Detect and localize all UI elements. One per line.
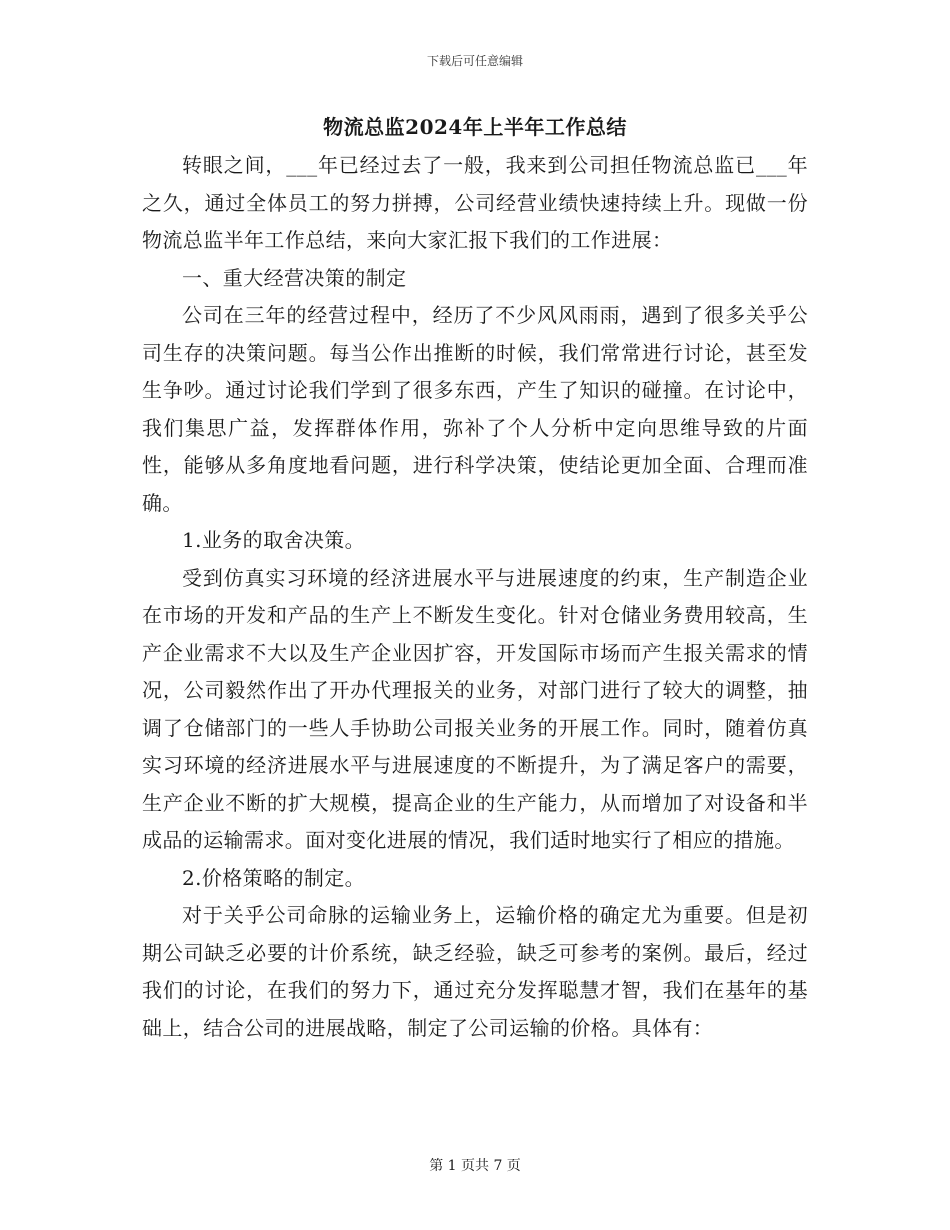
page-header-note: 下载后可任意编辑 [426,54,523,68]
paragraph-pricing-strategy: 对于关乎公司命脉的运输业务上，运输价格的确定尤为重要。但是初期公司缺乏必要的计价系统，缺乏经验，缺乏可参考的案例。最后，经过我们的讨论，在我们的努力下，通过充分发挥聪慧才智，我们在基年的基础上，结合公司的进展战略，制定了公司运输的价格。具体有： [142,903,808,1040]
paragraph-business-choice: 受到仿真实习环境的经济进展水平与进展速度的约束，生产制造企业在市场的开发和产品的生产上不断发生变化。针对仓储业务费用较高，生产企业需求不大以及生产企业因扩容，开发国际市场而产生报关需求的情况，公司毅然作出了开办代理报关的业务，对部门进行了较大的调整，抽调了仓储部门的一些人手协助公司报关业务的开展工作。同时，随着仿真实习环境的经济进展水平与进展速度的不断提升，为了满足客户的需要，生产企业不断的扩大规模，提高企业的生产能力，从而增加了对设备和半成品的运输需求。面对变化进展的情况，我们适时地实行了相应的措施。 [142,565,808,852]
document-body [142,147,808,1047]
section-heading-decisions: 一、重大经营决策的制定 [182,265,407,290]
subheading-business-choice: 1.业务的取舍决策。 [182,528,366,552]
page-number: 第 1 页共 7 页 [429,1158,521,1174]
paragraph-decisions: 公司在三年的经营过程中，经历了不少风风雨雨，遇到了很多关乎公司生存的决策问题。每当公作出推断的时候，我们常常进行讨论，甚至发生争吵。通过讨论我们学到了很多东西，产生了知识的碰撞。在讨论中，我们集思广益，发挥群体作用，弥补了个人分析中定向思维导致的片面性，能够从多角度地看问题，进行科学决策，使结论更加全面、合理而准确。 [142,303,808,515]
subheading-pricing-strategy: 2.价格策略的制定。 [182,865,366,890]
document-title: 物流总监2024年上半年工作总结 [323,115,627,139]
paragraph-intro: 转眼之间，___年已经过去了一般，我来到公司担任物流总监已___年之久，通过全体员工的努力拼搏，公司经营业绩快速持续上升。现做一份物流总监半年工作总结，来向大家汇报下我们的工作进展： [142,153,808,252]
